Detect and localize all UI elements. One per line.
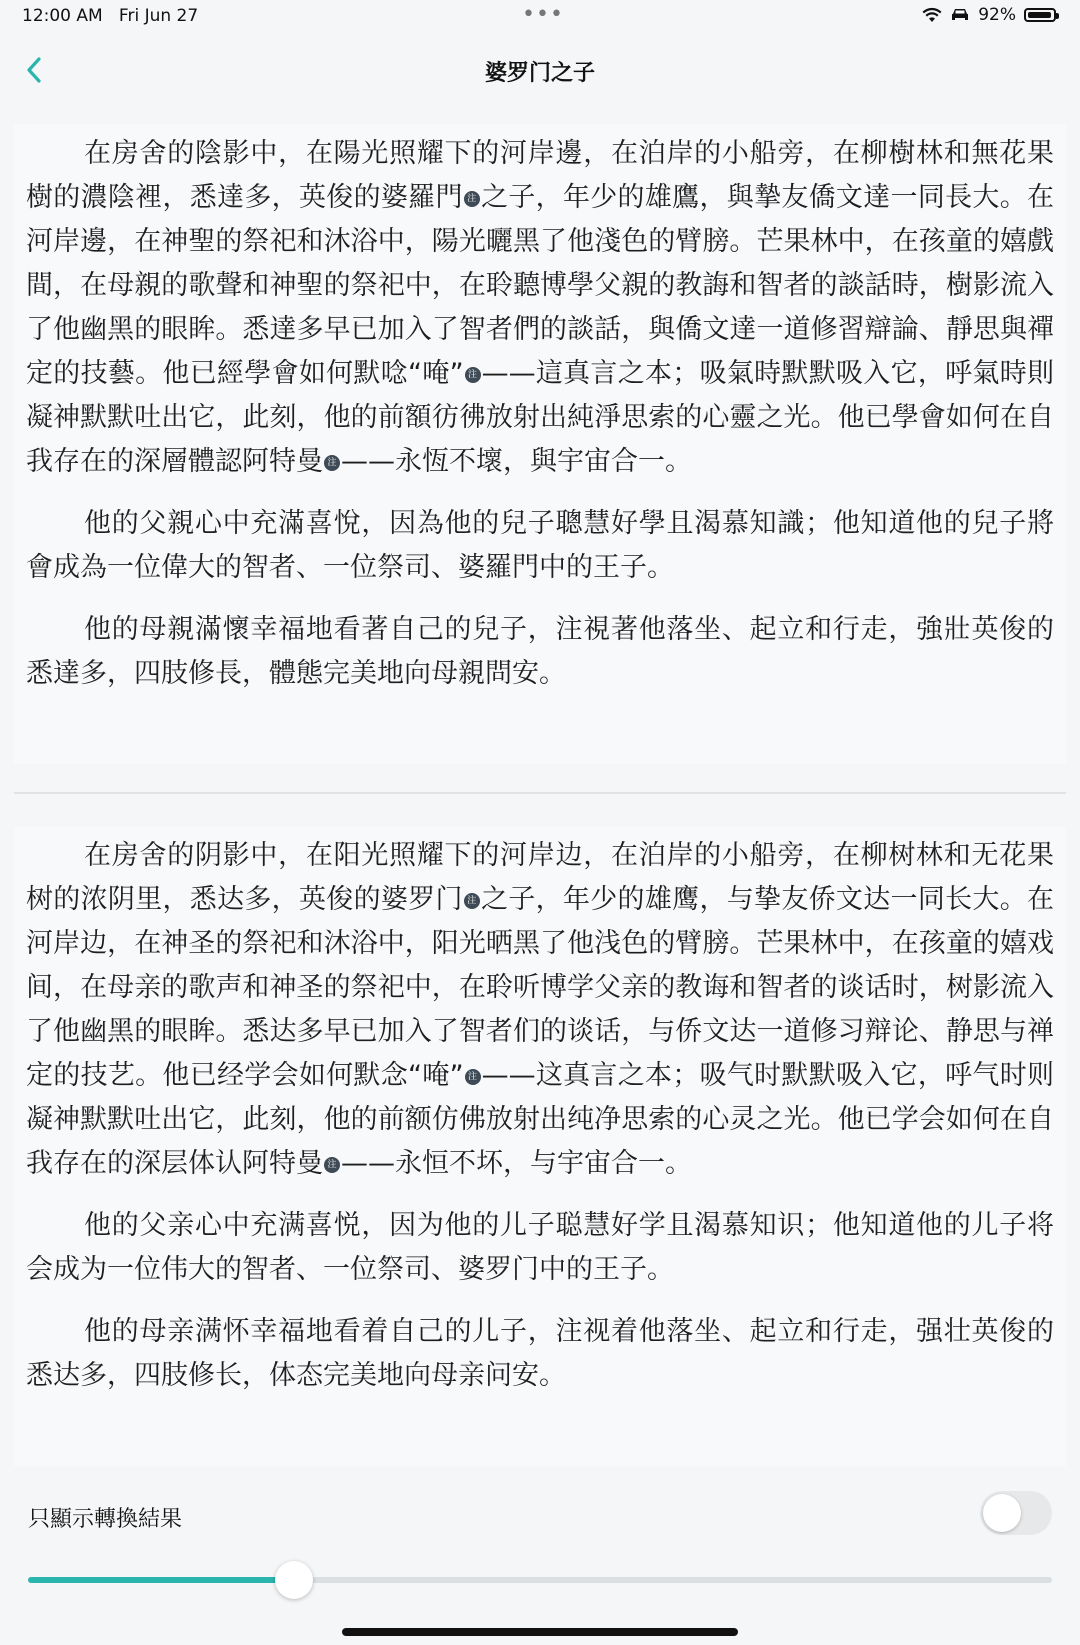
car-icon xyxy=(950,7,970,23)
slider-fill xyxy=(28,1577,294,1583)
divider xyxy=(14,792,1066,794)
nav-bar xyxy=(0,38,1080,102)
home-indicator xyxy=(342,1628,738,1636)
paragraph-2: 他的父親心中充滿喜悅，因為他的兒子聰慧好學且渴慕知識；他知道他的兒子將會成為一位偉大的智者、一位祭司、婆羅門中的王子。 xyxy=(26,508,1054,583)
wifi-icon xyxy=(922,7,942,23)
paragraph-2: 他的父亲心中充满喜悦，因为他的儿子聪慧好学且渴慕知识；他知道他的儿子将会成为一位伟大的智者、一位祭司、婆罗门中的王子。 xyxy=(26,1210,1054,1285)
status-time: 12:00 AM Fri Jun 27 xyxy=(22,6,199,26)
original-text-panel xyxy=(14,124,1066,764)
show-converted-only-row xyxy=(14,1488,1066,1544)
slider-thumb[interactable] xyxy=(275,1561,313,1599)
paragraph-1: 在房舍的阴影中，在阳光照耀下的河岸边，在泊岸的小船旁，在柳树林和无花果树的浓阴里，悉达多，英俊的婆罗门 注 之子，年少的雄鹰，与挚友侨文达一同长大。在河岸边，在神圣的祭祀和沐浴中，阳光晒黑了他浅色的臂膀。芒果林中，在孩童的嬉戏间，在母亲的歌声和神圣的祭祀中，在聆听博学父亲的教诲和智者的谈话时，树影流入了他幽黑的眼眸。悉达多早已加入了智者们的谈话，与侨文达一道修习辩论、静思与禅定的技艺。他已经学会如何默念“唵” 注 ——这真言之本；吸气时默默吸入它，呼气时则凝神默默吐出它，此刻，他的前额仿佛放射出纯净思索的心灵之光。他已学会如何在自我存在的深层体认阿特曼 注 ——永恒不坏，与宇宙合一。 xyxy=(26,840,1055,1179)
toggle-knob xyxy=(983,1494,1021,1532)
show-converted-only-toggle[interactable] xyxy=(980,1491,1052,1535)
annotation-icon[interactable]: 注 xyxy=(464,893,480,909)
annotation-icon[interactable]: 注 xyxy=(465,1069,481,1085)
multitask-dots[interactable]: ••• xyxy=(522,2,564,27)
toggle-label: 只顯示轉換結果 xyxy=(28,1507,183,1532)
paragraph-1: 在房舍的陰影中，在陽光照耀下的河岸邊，在泊岸的小船旁，在柳樹林和無花果樹的濃陰裡，悉達多，英俊的婆羅門 注 之子，年少的雄鷹，與摯友僑文達一同長大。在河岸邊，在神聖的祭祀和沐浴中，陽光曬黑了他淺色的臂膀。芒果林中，在孩童的嬉戲間，在母親的歌聲和神聖的祭祀中，在聆聽博學父親的教誨和智者的談話時，樹影流入了他幽黑的眼眸。悉達多早已加入了智者們的談話，與僑文達一道修習辯論、靜思與禪定的技藝。他已經學會如何默唸“唵” 注 ——這真言之本；吸氣時默默吸入它，呼氣時則凝神默默吐出它，此刻，他的前額彷彿放射出純淨思索的心靈之光。他已學會如何在自我存在的深層體認阿特曼 注 ——永恆不壞，與宇宙合一。 xyxy=(26,138,1055,477)
converted-text-panel xyxy=(14,826,1066,1466)
annotation-icon[interactable]: 注 xyxy=(465,367,481,383)
paragraph-3: 他的母親滿懷幸福地看著自己的兒子，注視著他落坐、起立和行走，強壯英俊的悉達多，四肢修長，體態完美地向母親問安。 xyxy=(26,614,1054,689)
status-bar xyxy=(0,0,1080,34)
page-title: 婆罗门之子 xyxy=(484,61,595,86)
battery-percent: 92% xyxy=(978,5,1016,25)
battery-icon xyxy=(1024,8,1056,22)
annotation-icon[interactable]: 注 xyxy=(324,1157,340,1173)
annotation-icon[interactable]: 注 xyxy=(324,455,340,471)
paragraph-3: 他的母亲满怀幸福地看着自己的儿子，注视着他落坐、起立和行走，强壮英俊的悉达多，四肢修长，体态完美地向母亲问安。 xyxy=(26,1316,1054,1391)
font-size-slider[interactable] xyxy=(28,1560,1052,1600)
annotation-icon[interactable]: 注 xyxy=(464,191,480,207)
